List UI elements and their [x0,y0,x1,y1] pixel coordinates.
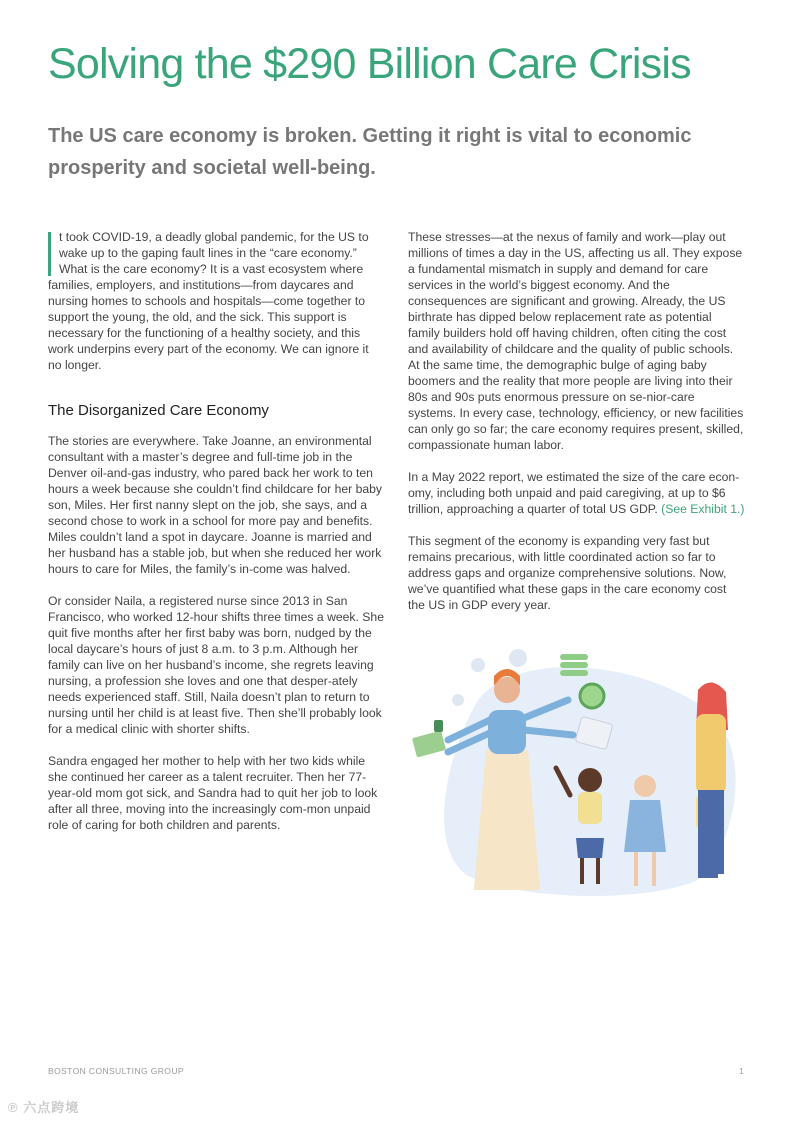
intro-text: t took COVID-19, a deadly global pandemic, for the US to wake up to the gaping fault lines in the “care economy.” What is the care economy? It is a vast ecosystem where families, employers, and institutions—from daycares and nursing homes to schools and hospitals—come together to support the young, the old, and the sick. This support is necessary for the functioning of a healthy society, and this work underpins every part of the economy. We can ignore it no longer. [48,230,369,372]
paragraph-stresses: These stresses—at the nexus of family and work—play out millions of times a day in the US, affecting us all. They expose a fundamental mismatch in supply and demand for care services in the world’s biggest economy. And the consequences are significant and growing. Already, the US birthrate has dipped below replacement rate as potential family builders hold off having children, often citing the cost and availability of childcare and the quality of public schools. At the same time, the demographic bulge of aging baby boomers and the reality that more people are living into their 80s and 90s puts enormous pressure on se-nior-care systems. In every case, technology, efficiency, or new facilities can only go so far; the care economy requires present, skilled, compassionate human labor. [408,230,744,452]
footer-publisher: BOSTON CONSULTING GROUP [48,1066,184,1076]
page-subtitle: The US care economy is broken. Getting it right is vital to economic prosperity and societal well-being. [48,125,692,179]
watermark-logo-icon: ℗ [8,1100,19,1115]
paragraph-naila: Or consider Naila, a registered nurse since 2013 in San Francisco, who worked 12-hour shifts three times a week. She quit five months after her first baby was born, nudged by the local daycare’s hours of just 8 a.m. to 3 p.m. Although her family can live on her husband’s income, she regrets leaving nursing, a profession she loves and one that desper-ately needs experienced staff. Still, Naila doesn’t plan to return to nursing until her child is at least five. Then she’ll probably look for a medical clinic with shorter shifts. [48,594,384,736]
drop-cap-bar [48,232,51,276]
page-number: 1 [739,1066,744,1076]
exhibit-link[interactable]: (See Exhibit 1.) [661,502,745,516]
left-column [48,229,384,833]
care-economy-illustration [408,640,748,900]
watermark-text: 六点跨境 [23,1100,80,1115]
paragraph-report [408,469,746,517]
paragraph-segment: This segment of the economy is expanding very fast but remains precarious, with little coordinated action so far to address gaps and organize comprehensive solutions. Now, we’ve quantified what these gaps in the care economy cost the US in GDP every year. [408,534,727,612]
section-heading: The Disorganized Care Economy [48,402,269,419]
paragraph-sandra: Sandra engaged her mother to help with her two kids while she continued her career as a talent recruiter. Then her 77-year-old mom got sick, and Sandra had to quit her job to look after all three, moving into the increasingly com-mon unpaid role of caring for both children and parents. [48,754,378,832]
page-title: Solving the $290 Billion Care Crisis [48,40,691,88]
watermark [8,1097,79,1116]
right-column [408,229,746,613]
intro-paragraph [48,229,384,373]
paragraph-joanne: The stories are everywhere. Take Joanne, an environmental consultant with a master’s degree and full-time job in the Denver oil-and-gas industry, who pared back her work to ten hours a week because she couldn’t find childcare for her baby son, Miles. Her first nanny slept on the job, she says, and a second chose to work in a school for more pay and benefits. Miles couldn’t land a spot in daycare. Joanne is married and her husband has a stable job, but when she reduced her work hours to care for Miles, the family’s in-come was halved. [48,434,383,576]
report-text: In a May 2022 report, we estimated the size of the care econ-omy, including both unpaid and paid caregiving, at up to $6 trillion, approaching a quarter of total US GDP. [408,470,740,516]
